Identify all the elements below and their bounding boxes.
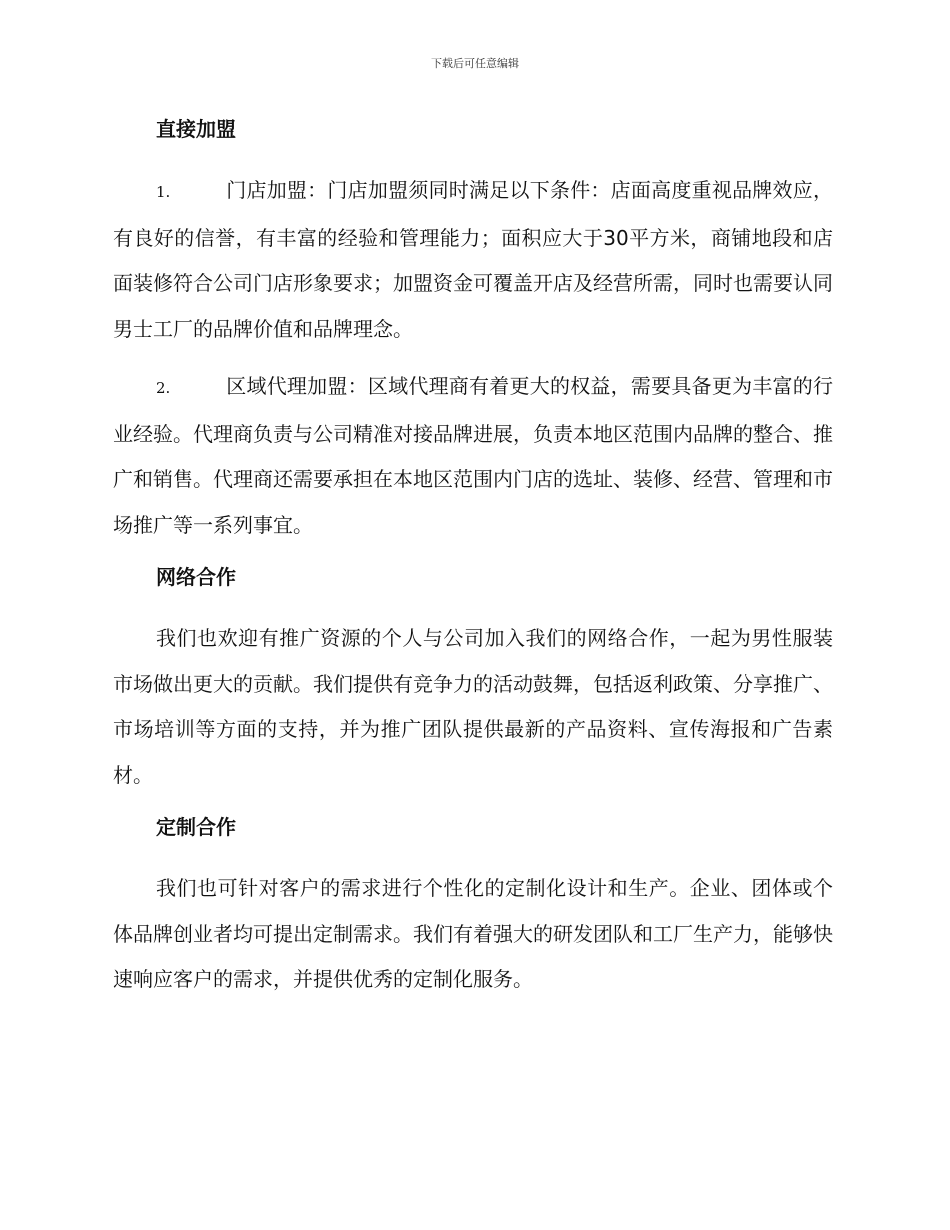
- document-body: [113, 112, 833, 1015]
- section-heading-network: 网络合作: [156, 565, 236, 589]
- list-item-number: 1.: [156, 183, 171, 201]
- list-item-text: 区域代理加盟：区域代理商有着更大的权益，需要具备更为丰富的行业经验。代理商负责与公司精准对接品牌进展，负责本地区范围内品牌的整合、推广和销售。代理商还需要承担在本地区范围内门店的选址、装修、经营、管理和市场推广等一系列事宜。: [113, 374, 833, 537]
- list-item-text: 门店加盟：门店加盟须同时满足以下条件：店面高度重视品牌效应，有良好的信誉，有丰富的经验和管理能力；面积应大于30平方米，商铺地段和店面装修符合公司门店形象要求；加盟资金可覆盖开店及经营所需，同时也需要认同男士工厂的品牌价值和品牌理念。: [113, 178, 833, 341]
- section-heading-direct: 直接加盟: [156, 117, 236, 141]
- list-item-regional-agent: [113, 364, 833, 548]
- paragraph-custom: 我们也可针对客户的需求进行个性化的定制化设计和生产。企业、团体或个体品牌创业者均可提出定制需求。我们有着强大的研发团队和工厂生产力，能够快速响应客户的需求，并提供优秀的定制化服务。: [113, 876, 833, 991]
- list-item-number: 2.: [156, 379, 171, 397]
- section-heading-custom: 定制合作: [156, 815, 236, 839]
- list-item-store-franchise: [113, 168, 833, 352]
- paragraph-network: 我们也欢迎有推广资源的个人与公司加入我们的网络合作，一起为男性服装市场做出更大的贡献。我们提供有竞争力的活动鼓舞，包括返利政策、分享推广、市场培训等方面的支持，并为推广团队提供最新的产品资料、宣传海报和广告素材。: [113, 626, 833, 787]
- page-header: 下载后可任意编辑: [431, 57, 519, 70]
